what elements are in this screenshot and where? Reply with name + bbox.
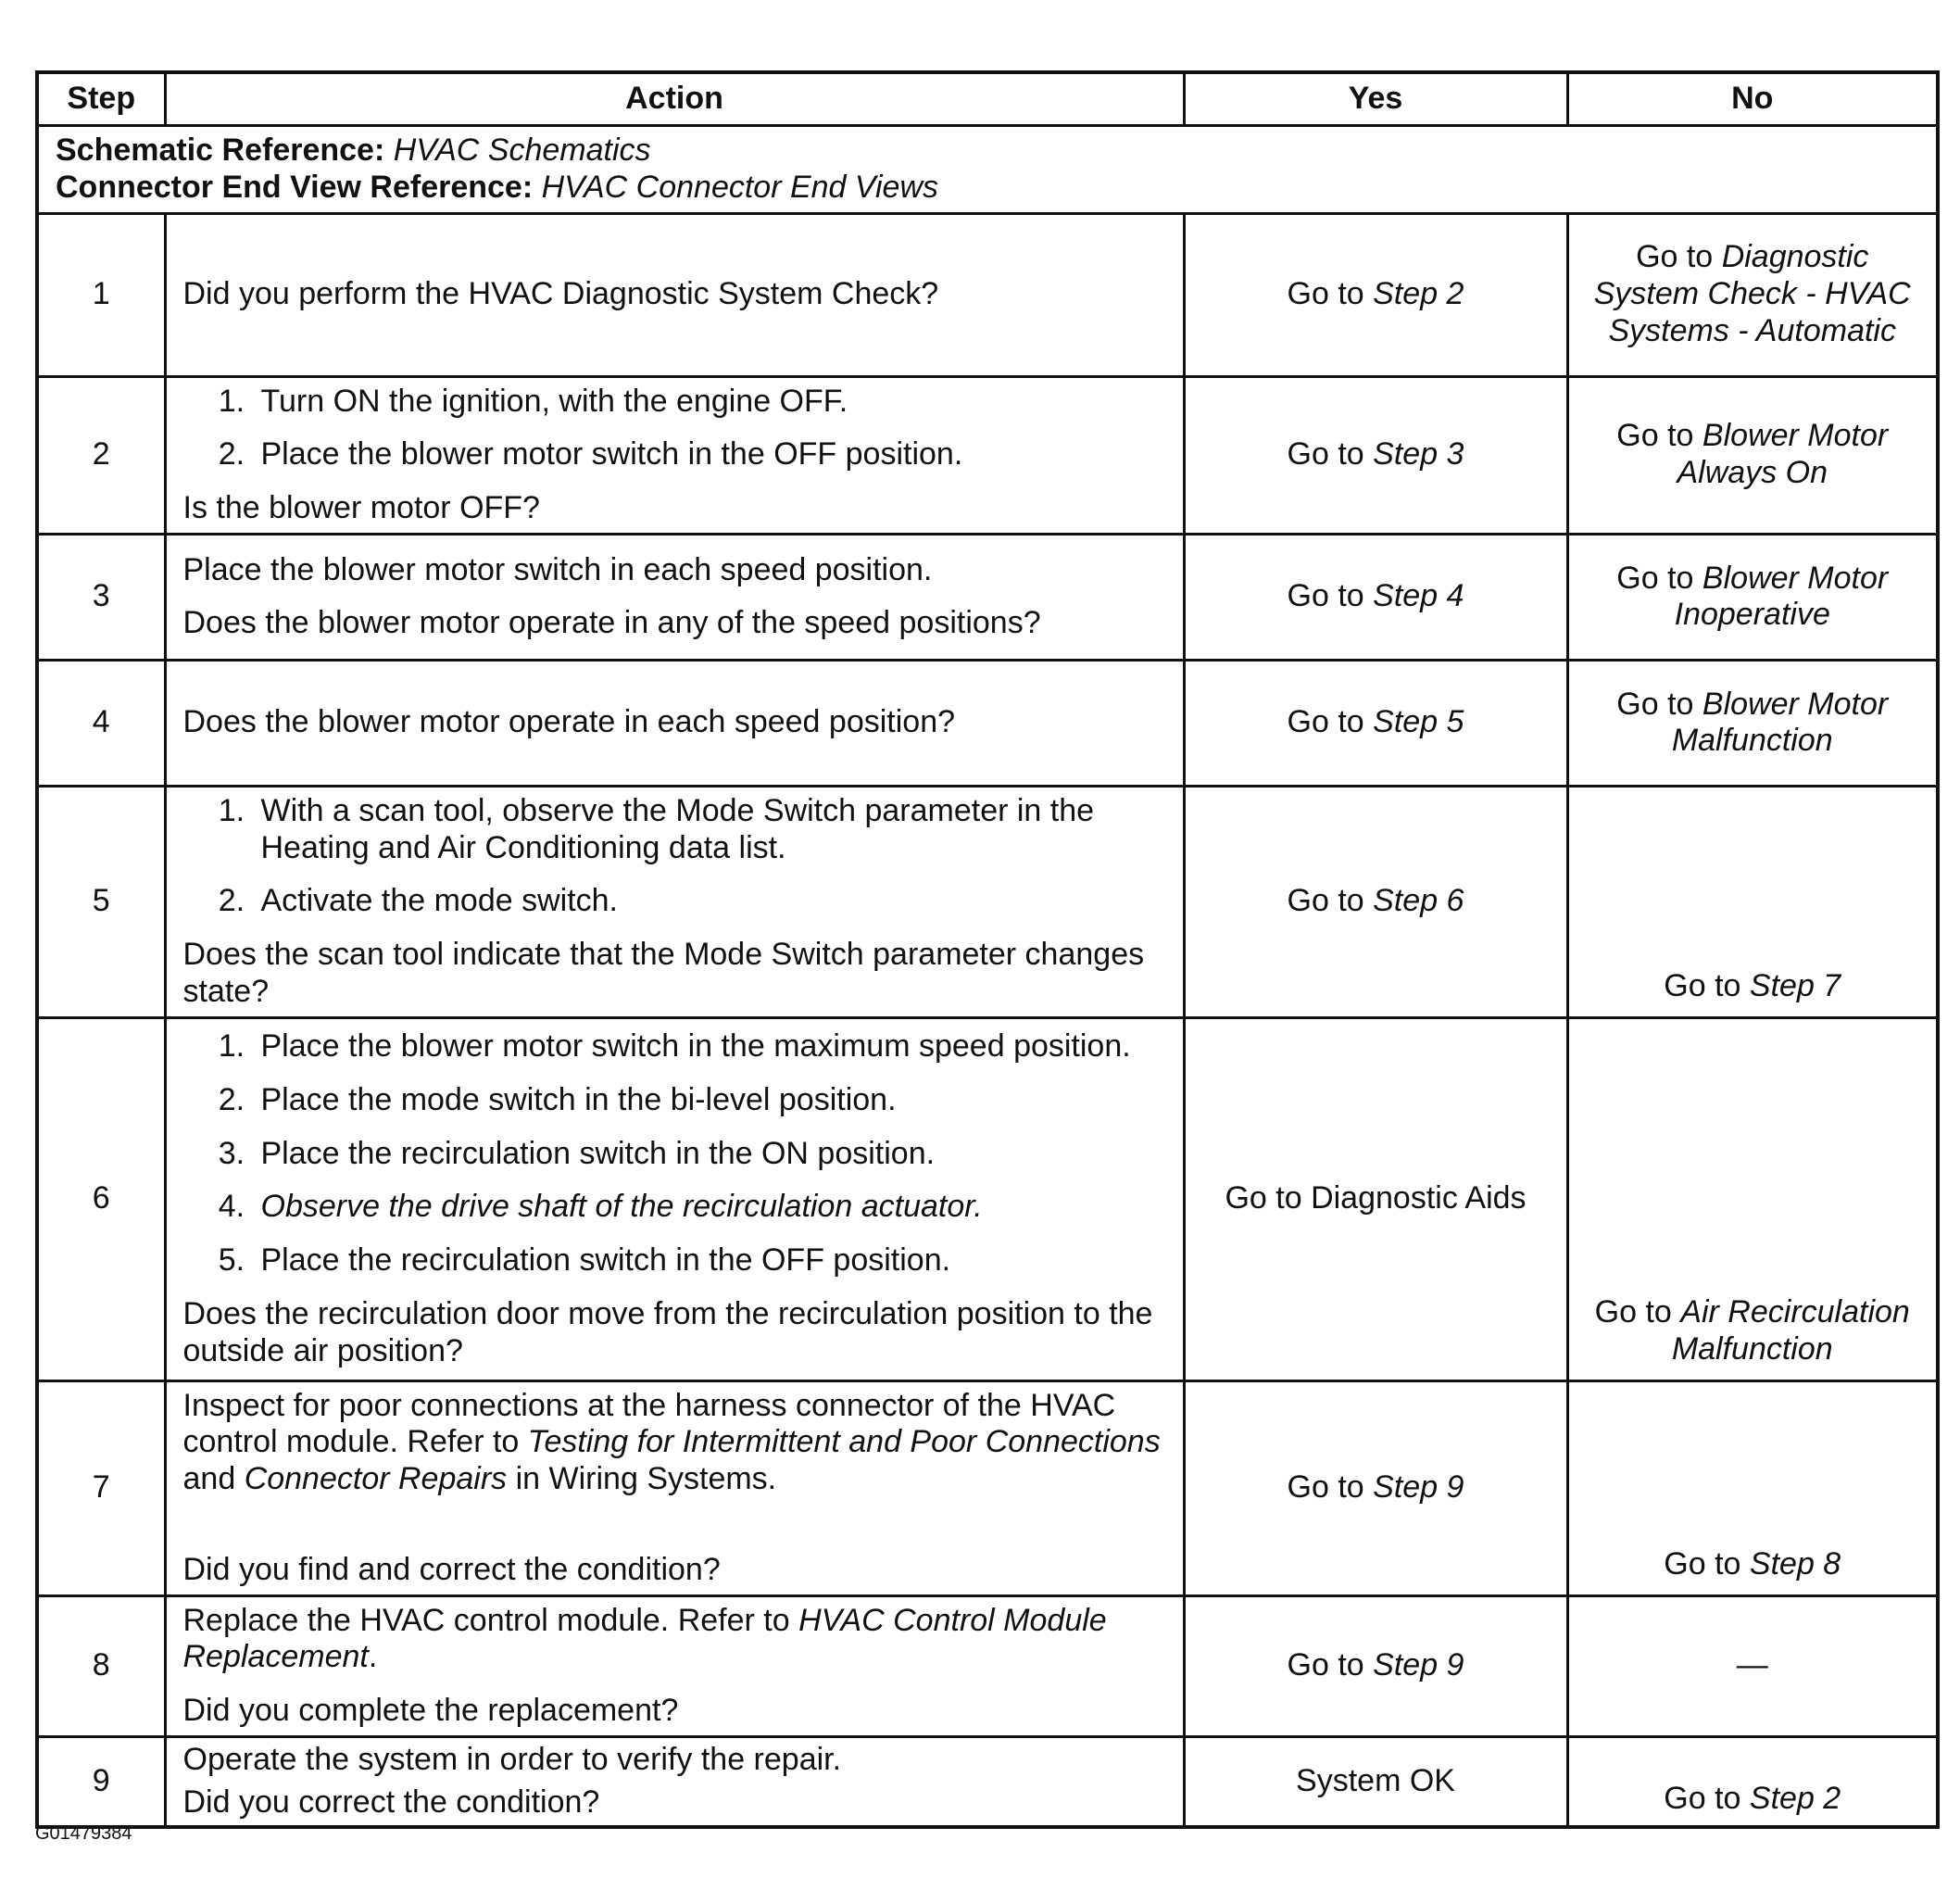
header-yes: Yes: [1184, 72, 1567, 126]
action-list-item: 1. With a scan tool, observe the Mode Switch parameter in the Heating and Air Conditioning data list.: [254, 793, 1166, 867]
control-module-replacement-link[interactable]: HVAC Control Module Replacement: [182, 1602, 1107, 1675]
step-row-4: [37, 660, 1938, 786]
action-cell: [165, 376, 1184, 534]
step-number: 5: [37, 786, 165, 1017]
no-prefix: Go to: [1636, 239, 1714, 275]
step-row-2: [37, 376, 1938, 534]
action-list-item: 2. Activate the mode switch.: [254, 883, 1166, 920]
action-list-item: 1. Turn ON the ignition, with the engine OFF.: [254, 384, 1166, 421]
no-dash: —: [1736, 1647, 1768, 1683]
schematic-reference-label: Schematic Reference:: [56, 132, 385, 168]
no-link[interactable]: Step 7: [1749, 967, 1841, 1003]
no-prefix: Go to: [1616, 560, 1694, 596]
action-question: Does the scan tool indicate that the Mode Switch parameter changes state?: [182, 937, 1145, 1009]
header-row: [37, 72, 1938, 126]
no-cell: [1567, 786, 1938, 1017]
yes-prefix: Go to: [1287, 578, 1364, 614]
yes-prefix: Go to: [1287, 883, 1364, 919]
action-question: Did you complete the replacement?: [182, 1693, 679, 1729]
action-cell: [165, 1017, 1184, 1380]
yes-prefix: Go to: [1287, 436, 1364, 473]
action-text-part: Inspect for poor connections at the harness connector of the HVAC control module. Refer to: [182, 1387, 1116, 1460]
yes-link[interactable]: Step 2: [1373, 276, 1464, 312]
yes-prefix: Go to: [1287, 1469, 1364, 1506]
spacer: [183, 1515, 1166, 1552]
connector-repairs-link[interactable]: Connector Repairs: [244, 1461, 508, 1497]
no-prefix: Go to: [1664, 1545, 1741, 1582]
reference-cell: [37, 126, 1938, 214]
action-list: [183, 384, 1166, 474]
no-cell: [1567, 660, 1938, 786]
header-step: Step: [37, 72, 165, 126]
no-cell: [1567, 376, 1938, 534]
action-text: [183, 1603, 1166, 1677]
step-row-5: [37, 786, 1938, 1017]
action-list-item: [254, 1189, 1166, 1226]
no-cell: [1567, 1380, 1938, 1595]
schematic-reference: [56, 132, 1919, 170]
action-text-part: in Wiring Systems.: [515, 1461, 777, 1497]
yes-text[interactable]: Go to Diagnostic Aids: [1225, 1180, 1527, 1216]
intermittent-connections-link[interactable]: Testing for Intermittent and Poor Connections: [527, 1424, 1161, 1460]
step-row-6: [37, 1017, 1938, 1380]
step-number: 4: [37, 660, 165, 786]
action-list-item: 2. Place the blower motor switch in the OFF position.: [254, 436, 1166, 473]
step-number: 8: [37, 1595, 165, 1736]
action-text: Operate the system in order to verify the repair.: [182, 1742, 842, 1778]
connector-reference-label: Connector End View Reference:: [56, 169, 534, 205]
action-list-item: 2. Place the mode switch in the bi-level position.: [254, 1082, 1166, 1119]
yes-cell: [1184, 1595, 1567, 1736]
no-link[interactable]: Blower Motor Malfunction: [1671, 686, 1889, 759]
yes-link[interactable]: Step 9: [1373, 1647, 1464, 1683]
action-list: [183, 793, 1166, 920]
diagnostic-table: [35, 70, 1940, 1829]
step-row-9: [37, 1737, 1938, 1827]
no-link[interactable]: Step 8: [1749, 1545, 1841, 1582]
action-text-part: .: [368, 1639, 378, 1675]
no-prefix: Go to: [1616, 686, 1694, 722]
yes-cell: [1184, 1737, 1567, 1827]
action-text: Does the blower motor operate in each speed position?: [182, 704, 956, 740]
action-list-item: 1. Place the blower motor switch in the maximum speed position.: [254, 1028, 1166, 1065]
action-cell: [165, 786, 1184, 1017]
no-cell: [1567, 1737, 1938, 1827]
action-cell: [165, 534, 1184, 660]
yes-prefix: Go to: [1287, 704, 1364, 740]
action-question: Did you correct the condition?: [182, 1783, 600, 1820]
yes-link[interactable]: Step 5: [1373, 704, 1464, 740]
yes-cell: [1184, 1017, 1567, 1380]
step-number: 7: [37, 1380, 165, 1595]
reference-row: [37, 126, 1938, 214]
step-number: 3: [37, 534, 165, 660]
yes-text: System OK: [1296, 1762, 1455, 1798]
action-text: Did you perform the HVAC Diagnostic System Check?: [182, 276, 939, 312]
figure-id: G01479384: [35, 1823, 132, 1844]
no-cell: [1567, 534, 1938, 660]
no-link[interactable]: Diagnostic System Check - HVAC Systems - Automatic: [1593, 239, 1911, 348]
action-cell: [165, 1737, 1184, 1827]
yes-link[interactable]: Step 3: [1373, 436, 1464, 473]
no-prefix: Go to: [1594, 1294, 1672, 1330]
step-row-7: [37, 1380, 1938, 1595]
step-number: 6: [37, 1017, 165, 1380]
no-link[interactable]: Blower Motor Always On: [1677, 418, 1889, 491]
no-cell: [1567, 1595, 1938, 1736]
action-question: Does the blower motor operate in any of the speed positions?: [182, 605, 1041, 641]
action-cell: [165, 213, 1184, 376]
connector-reference-link[interactable]: HVAC Connector End Views: [541, 169, 938, 205]
header-action: Action: [165, 72, 1184, 126]
no-cell: [1567, 213, 1938, 376]
action-question: Does the recirculation door move from the recirculation position to the outside air position?: [182, 1295, 1153, 1368]
yes-cell: [1184, 1380, 1567, 1595]
action-cell: [165, 1595, 1184, 1736]
action-cell: [165, 1380, 1184, 1595]
action-text-part: Replace the HVAC control module. Refer to: [182, 1602, 790, 1638]
no-prefix: Go to: [1664, 967, 1741, 1003]
action-text: [183, 1388, 1166, 1498]
yes-link[interactable]: Step 4: [1373, 578, 1464, 614]
action-list-item-text: Observe the drive shaft of the recirculation actuator.: [260, 1189, 983, 1225]
action-question: Did you find and correct the condition?: [182, 1551, 721, 1587]
yes-cell: [1184, 786, 1567, 1017]
yes-prefix: Go to: [1287, 1647, 1364, 1683]
step-row-8: [37, 1595, 1938, 1736]
no-link[interactable]: Step 2: [1749, 1780, 1841, 1816]
yes-cell: [1184, 534, 1567, 660]
no-link[interactable]: Air Recirculation Malfunction: [1671, 1294, 1910, 1367]
no-link[interactable]: Blower Motor Inoperative: [1674, 560, 1889, 633]
step-row-1: [37, 213, 1938, 376]
action-cell: [165, 660, 1184, 786]
no-cell: [1567, 1017, 1938, 1380]
no-prefix: Go to: [1664, 1780, 1741, 1816]
yes-cell: [1184, 213, 1567, 376]
action-text: Place the blower motor switch in each speed position.: [182, 551, 933, 587]
yes-cell: [1184, 660, 1567, 786]
schematic-reference-link[interactable]: HVAC Schematics: [393, 132, 651, 168]
action-list: [183, 1028, 1166, 1279]
yes-link[interactable]: Step 9: [1373, 1469, 1464, 1506]
yes-link[interactable]: Step 6: [1373, 883, 1464, 919]
action-question: Is the blower motor OFF?: [182, 490, 540, 526]
action-list-item: 5. Place the recirculation switch in the OFF position.: [254, 1242, 1166, 1279]
step-number: 2: [37, 376, 165, 534]
step-number: 1: [37, 213, 165, 376]
header-no: No: [1567, 72, 1938, 126]
connector-reference: [56, 170, 1919, 207]
no-prefix: Go to: [1616, 418, 1694, 454]
action-text-part: and: [182, 1461, 236, 1497]
action-list-item: 3. Place the recirculation switch in the ON position.: [254, 1136, 1166, 1173]
yes-prefix: Go to: [1287, 276, 1364, 312]
step-number: 9: [37, 1737, 165, 1827]
yes-cell: [1184, 376, 1567, 534]
step-row-3: [37, 534, 1938, 660]
